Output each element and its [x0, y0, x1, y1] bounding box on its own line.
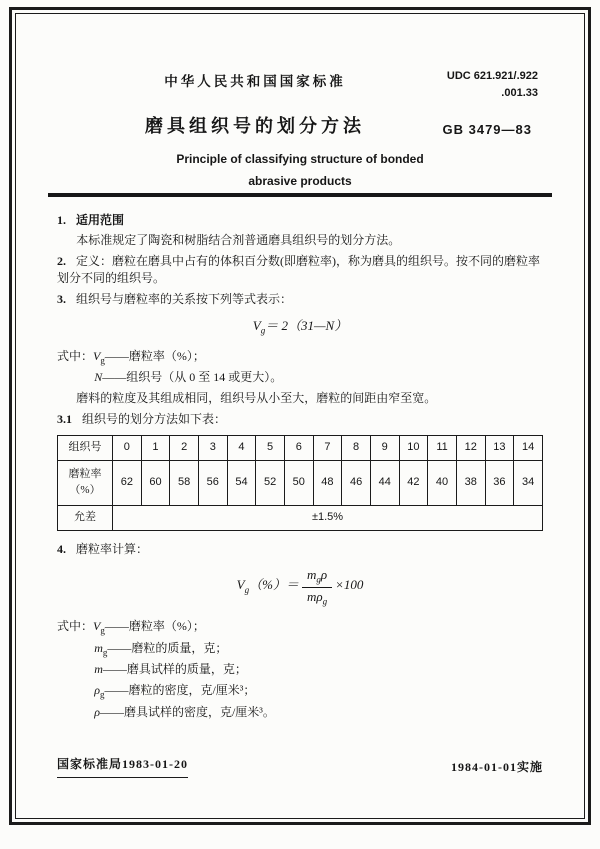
where2-item2-symbol: m	[94, 640, 103, 655]
grade-cell: 6	[284, 436, 313, 461]
where2-line4	[57, 682, 543, 701]
section-3-1-number: 3.1	[57, 411, 72, 426]
where2-item1-symbol: V	[93, 619, 101, 634]
rate-row-header	[58, 461, 113, 506]
where1-item1-subscript: g	[100, 354, 105, 365]
where2-label: 式中：	[57, 619, 94, 634]
formula2-den-rho-sub: g	[322, 596, 328, 607]
where2-line3	[57, 661, 543, 680]
grade-cell: 0	[113, 436, 142, 461]
footer-issue-date: 国家标准局1983-01-20	[57, 755, 188, 778]
rate-cell: 34	[514, 461, 543, 506]
rate-header-line2: （%）	[69, 484, 101, 497]
section-1-text: 本标准规定了陶瓷和树脂结合剂普通磨具组织号的划分方法。	[76, 233, 401, 248]
where2-line1	[57, 618, 543, 637]
grade-table	[57, 435, 543, 531]
grade-cell: 9	[370, 436, 399, 461]
where1-item1-desc: ——磨粒率（%）；	[104, 348, 205, 363]
grade-cell: 5	[256, 436, 285, 461]
formula2-num-m-sub: g	[316, 574, 321, 585]
rate-cell: 40	[428, 461, 457, 506]
rate-cell: 54	[227, 461, 256, 506]
grade-cell: 8	[342, 436, 371, 461]
where2-item3-desc: ——磨具试样的质量，克；	[102, 661, 247, 676]
where2-item1-desc: ——磨粒率（%）；	[104, 619, 205, 634]
where2-item4-subscript: g	[99, 689, 105, 700]
document-title-cn: 磨具组织号的划分方法	[145, 116, 365, 136]
rate-cell: 52	[256, 461, 285, 506]
rate-cell: 38	[456, 461, 485, 506]
section-2-paragraph	[57, 253, 543, 288]
section-2-text: 定义：磨粒在磨具中占有的体积百分数(即磨粒率)，称为磨具的组织号。按不同的磨粒率划分不同的组织号。	[57, 253, 540, 286]
footer-implementation-date: 1984-01-01实施	[451, 760, 543, 774]
rate-cell: 62	[113, 461, 142, 506]
section-3-1-heading	[57, 411, 543, 428]
grade-cell: 13	[485, 436, 514, 461]
section-4-number: 4.	[57, 542, 66, 556]
where1-label: 式中：	[57, 348, 94, 363]
grade-cell: 2	[170, 436, 199, 461]
formula1-symbol: V	[252, 317, 261, 333]
rate-cell: 58	[170, 461, 199, 506]
tolerance-row	[58, 506, 543, 531]
udc-number	[447, 68, 538, 101]
document-body	[57, 212, 543, 725]
rate-header-line1: 磨粒率	[68, 468, 102, 481]
formula1-expression: ＝ 2（31—N）	[265, 317, 348, 333]
where2-line5	[57, 704, 543, 723]
where1-line2	[57, 369, 543, 388]
section-1-number: 1.	[57, 213, 66, 227]
section-3-note: 磨料的粒度及其组成相同，组织号从小至大，磨粒的间距由窄至宽。	[76, 391, 437, 406]
formula2-percent: （%）＝	[249, 577, 299, 593]
formula-rate-calculation	[57, 567, 543, 608]
formula2-times: ×100	[335, 577, 364, 593]
section-3-text: 组织号与磨粒率的关系按下列等式表示：	[76, 291, 293, 306]
header-divider	[48, 193, 552, 197]
tolerance-value: ±1.5%	[113, 506, 543, 531]
grade-row	[58, 436, 543, 461]
grade-cell: 4	[227, 436, 256, 461]
grade-cell: 10	[399, 436, 428, 461]
document-header	[50, 70, 550, 188]
section-3-1-text: 组织号的划分方法如下表：	[82, 411, 227, 426]
where1-item2-desc: ——组织号（从 0 至 14 或更大）。	[102, 370, 283, 385]
where2-item5-symbol: ρ	[94, 704, 100, 719]
document-title-en-line1: Principle of classifying structure of bonded	[176, 152, 424, 166]
formula2-num-rho: ρ	[320, 567, 328, 583]
grade-cell: 7	[313, 436, 342, 461]
where2-item4-symbol: ρ	[94, 683, 100, 698]
where1-line1	[57, 348, 543, 367]
section-2-number: 2.	[57, 253, 66, 268]
where2-item5-desc: ——磨具试样的密度，克/厘米³。	[99, 704, 275, 719]
formula2-fraction	[302, 567, 332, 608]
grade-cell: 11	[428, 436, 457, 461]
formula1-subscript: g	[260, 325, 266, 336]
where2-item2-subscript: g	[102, 646, 108, 657]
rate-cell: 48	[313, 461, 342, 506]
rate-cell: 56	[198, 461, 227, 506]
grade-cell: 1	[141, 436, 170, 461]
formula2-den-m: m	[306, 589, 317, 605]
where2-item1-subscript: g	[100, 625, 105, 636]
grade-cell: 3	[198, 436, 227, 461]
formula2-denominator	[302, 588, 332, 608]
formula2-symbol: V	[236, 577, 245, 593]
formula2-subscript: g	[244, 585, 250, 596]
rate-cell: 44	[370, 461, 399, 506]
formula-grade-relation	[57, 317, 543, 338]
formula2-den-rho: ρ	[316, 589, 323, 605]
grade-cell: 12	[456, 436, 485, 461]
formula2-numerator	[302, 567, 332, 588]
rate-cell: 50	[284, 461, 313, 506]
rate-cell: 36	[485, 461, 514, 506]
rate-row	[58, 461, 543, 506]
section-4-heading	[57, 541, 543, 558]
where2-item4-desc: ——磨粒的密度，克/厘米³；	[104, 683, 256, 698]
where2-item3-symbol: m	[94, 661, 103, 676]
rate-cell: 60	[141, 461, 170, 506]
section-3-paragraph	[57, 291, 543, 308]
where2-item2-desc: ——磨粒的质量，克；	[107, 640, 228, 655]
where1-item1-symbol: V	[93, 348, 101, 363]
where2-line2	[57, 640, 543, 659]
grade-cell: 14	[514, 436, 543, 461]
formula2-num-m: m	[306, 567, 317, 583]
grade-row-header: 组织号	[58, 436, 113, 461]
tolerance-row-header: 允差	[58, 506, 113, 531]
udc-line1: UDC 621.921/.922	[446, 70, 538, 82]
section-4-text: 磨粒率计算：	[76, 542, 149, 556]
section-1-title: 适用范围	[76, 213, 125, 227]
udc-line2: .001.33	[501, 86, 538, 99]
document-title-en-line2: abrasive products	[248, 174, 352, 188]
rate-cell: 46	[342, 461, 371, 506]
rate-cell: 42	[399, 461, 428, 506]
section-1-heading	[57, 212, 543, 229]
standard-number: GB 3479—83	[442, 122, 532, 137]
standard-label: 中华人民共和国国家标准	[164, 74, 346, 89]
where1-item2-symbol: N	[94, 370, 103, 385]
section-3-number: 3.	[57, 291, 66, 306]
